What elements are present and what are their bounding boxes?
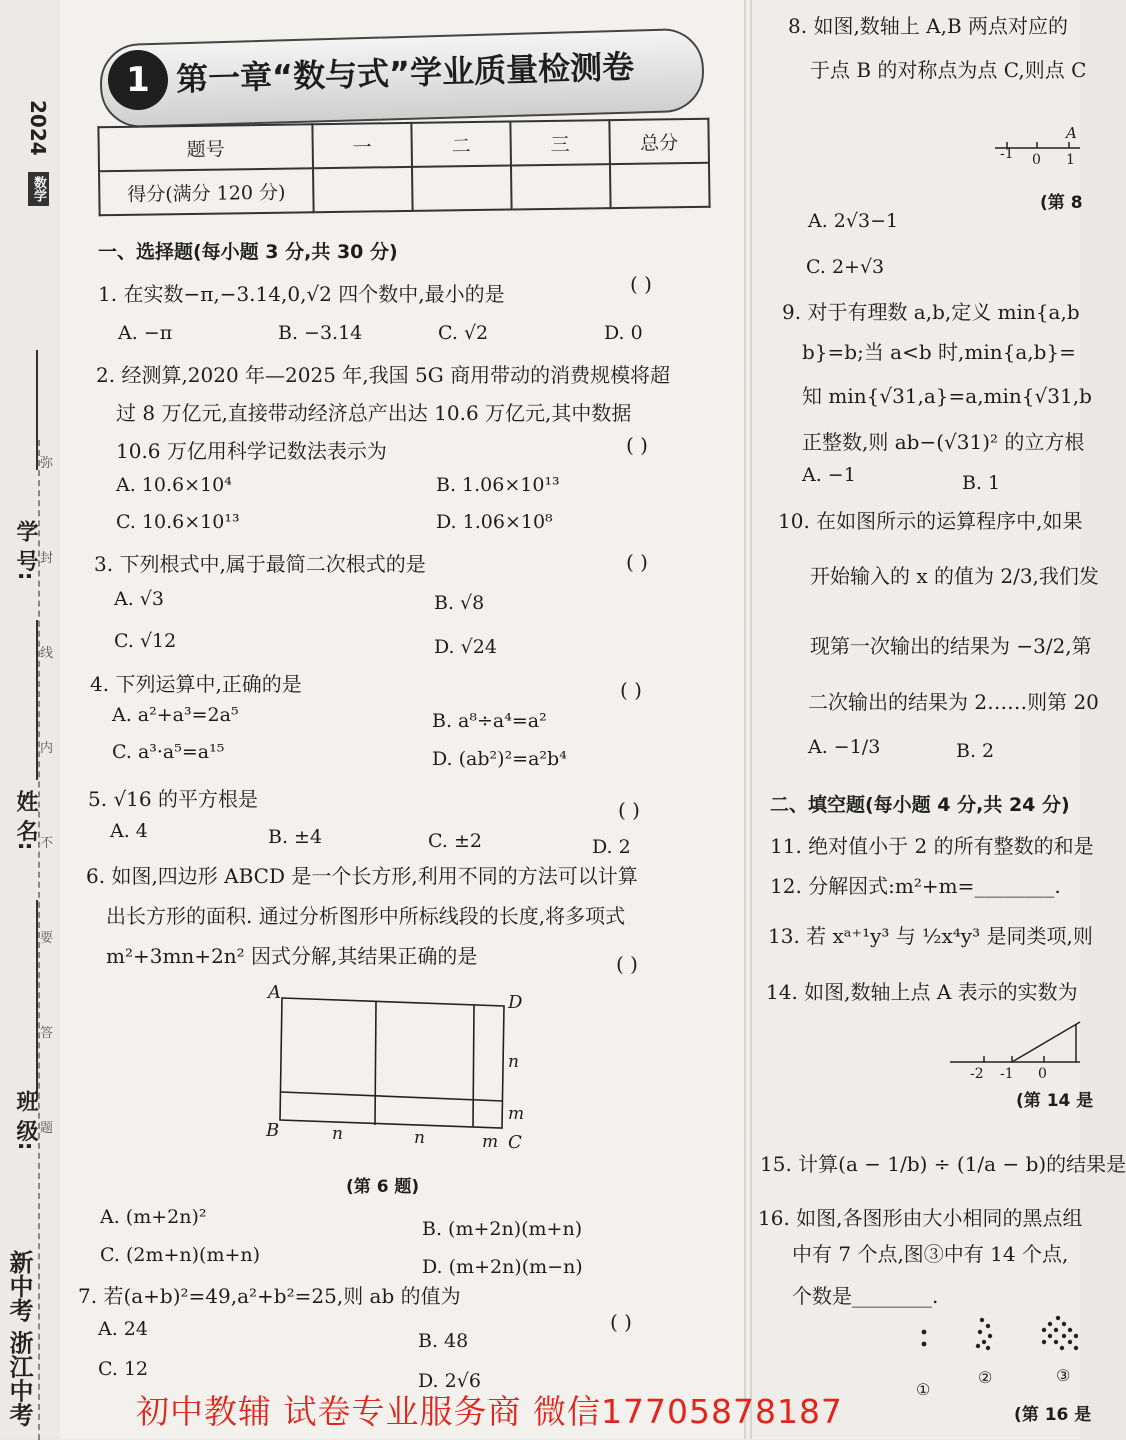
figure-caption: (第 6 题) [346,1177,420,1197]
label-c: C [508,1132,522,1153]
figure-caption: (第 8 [1040,193,1083,213]
seal-char: 要 [40,925,53,948]
answer-paren: ( ) [626,433,648,457]
question-9: 知 min{√31,a}=a,min{√31,b [802,384,1092,408]
axis-point: A [1066,124,1077,142]
question-8: 8. 如图,数轴上 A,B 两点对应的 [788,14,1069,38]
option: A. (m+2n)² [100,1206,207,1228]
score-cell: 得分(满分 120 分) [99,168,314,215]
option: A. √3 [114,588,164,610]
answer-paren: ( ) [630,272,652,296]
spine-year: 2024 [26,100,50,156]
seal-char: 封 [40,545,53,568]
axis-tick: -1 [1000,146,1014,162]
question-9: b}=b;当 a<b 时,min{a,b}= [802,340,1076,364]
option: B. a⁸÷a⁴=a² [432,710,547,732]
score-table [97,118,710,217]
page-title: 第一章“数与式”学业质量检测卷 [175,47,635,99]
axis-tick: 1 [1066,152,1075,168]
student-id-label: 学 号: [13,520,38,581]
option: C. √2 [438,322,489,344]
axis-tick: 0 [1038,1066,1047,1082]
option: C. 10.6×10¹³ [116,511,240,533]
question-10: 现第一次输出的结果为 −3/2,第 [810,634,1092,658]
option: D. (ab²)²=a²b⁴ [432,748,567,770]
option: C. 2+√3 [806,256,885,278]
answer-paren: ( ) [618,798,640,822]
score-cell: 二 [411,122,511,167]
option: D. 2 [592,836,631,858]
option: B. 1 [962,472,1001,494]
option: A. a²+a³=2a⁵ [112,704,239,726]
question-11: 11. 绝对值小于 2 的所有整数的和是 [770,834,1094,858]
option: D. 1.06×10⁸ [436,511,553,533]
question-2: 2. 经测算,2020 年—2025 年,我国 5G 商用带动的消费规模将超 [96,363,671,387]
section-heading: 一、选择题(每小题 3 分,共 30 分) [98,241,398,263]
option: A. 10.6×10⁴ [116,474,232,496]
option: B. (m+2n)(m+n) [422,1218,583,1240]
figure-caption: (第 16 是 [1014,1405,1092,1425]
question-6: 6. 如图,四边形 ABCD 是一个长方形,利用不同的方法可以计算 [86,864,638,888]
label-n: n [508,1052,519,1072]
option: D. √24 [434,636,497,658]
answer-paren: ( ) [626,550,648,574]
label-m: m [482,1132,499,1152]
option: C. 12 [98,1358,149,1380]
option: A. −π [118,322,173,344]
option: B. −3.14 [278,322,363,344]
question-8: 于点 B 的对称点为点 C,则点 C [810,58,1087,82]
option: C. √12 [114,630,177,652]
question-15: 15. 计算(a − 1/b) ÷ (1/a − b)的结果是 [760,1152,1126,1176]
question-2: 10.6 万亿用科学记数法表示为 [116,439,387,463]
label-a: A [268,982,281,1003]
seal-char: 不 [40,830,53,853]
question-3: 3. 下列根式中,属于最简二次根式的是 [94,552,426,576]
option: D. 2√6 [418,1370,481,1392]
option: B. 1.06×10¹³ [436,474,560,496]
question-13: 13. 若 xᵃ⁺¹y³ 与 ½x⁴y³ 是同类项,则 [768,924,1093,948]
figure-label: ① [916,1380,931,1399]
question-14: 14. 如图,数轴上点 A 表示的实数为 [766,980,1078,1004]
option: B. ±4 [268,826,323,848]
question-9: 9. 对于有理数 a,b,定义 min{a,b [782,300,1080,324]
figure-caption: (第 14 是 [1016,1091,1094,1111]
rectangle-figure [260,980,540,1150]
divider-line [375,1002,376,1125]
option: C. (2m+n)(m+n) [100,1244,261,1266]
question-16: 个数是________. [792,1284,939,1308]
score-cell [412,166,512,211]
question-16: 中有 7 个点,图③中有 14 个点, [792,1242,1069,1266]
option: D. 0 [604,322,643,344]
seal-char: 内 [40,735,53,758]
question-10: 二次输出的结果为 2……则第 20 [808,690,1099,714]
question-5: 5. √16 的平方根是 [88,787,258,811]
option: D. (m+2n)(m−n) [422,1256,583,1278]
score-cell [511,164,611,209]
score-cell: 三 [510,120,610,165]
seal-char: 线 [40,640,53,663]
label-m: m [508,1104,525,1124]
axis-tick: 0 [1032,152,1041,168]
score-cell: 一 [312,123,412,168]
score-cell [313,167,413,212]
question-10: 开始输入的 x 的值为 2/3,我们发 [810,564,1099,588]
question-4: 4. 下列运算中,正确的是 [90,672,302,696]
spine-subject: 数学 [28,172,49,206]
label-n: n [332,1124,343,1144]
option: C. a³·a⁵=a¹⁵ [112,741,225,763]
option: C. ±2 [428,830,482,852]
question-9: 正整数,则 ab−(√31)² 的立方根 [802,430,1085,454]
axis-tick: -2 [970,1066,984,1082]
option: A. 24 [98,1318,148,1340]
question-12: 12. 分解因式:m²+m=________. [770,874,1061,898]
figure-label: ② [978,1368,993,1387]
option: B. √8 [434,592,485,614]
seal-char: 弥 [40,450,53,473]
question-1: 1. 在实数−π,−3.14,0,√2 四个数中,最小的是 [98,282,505,306]
question-7: 7. 若(a+b)²=49,a²+b²=25,则 ab 的值为 [78,1284,461,1308]
score-cell: 题号 [98,124,313,171]
answer-paren: ( ) [620,678,642,702]
watermark-footer: 初中教辅 试卷专业服务商 微信17705878187 [136,1392,843,1431]
seal-char: 题 [40,1115,53,1138]
figure-label: ③ [1056,1366,1071,1385]
option: B. 48 [418,1330,469,1352]
book-spine [744,0,752,1439]
seal-char: 答 [40,1020,53,1043]
class-label: 班 级: [13,1090,38,1151]
answer-paren: ( ) [616,952,638,976]
option: A. −1 [802,464,856,486]
divider-line [281,1092,503,1101]
question-10: 10. 在如图所示的运算程序中,如果 [778,509,1083,533]
question-6: m²+3mn+2n² 因式分解,其结果正确的是 [106,944,478,968]
question-6: 出长方形的面积. 通过分析图形中所标线段的长度,将多项式 [106,904,626,928]
label-n: n [414,1128,425,1148]
spine-brand: 新中考 浙江中考 [5,1250,33,1427]
chapter-badge: 1 [108,50,168,110]
option: A. 4 [110,820,148,842]
score-cell [610,163,710,208]
divider-line [473,1005,474,1127]
axis-tick: -1 [1000,1066,1014,1082]
option: B. 2 [956,740,995,762]
name-label: 姓 名: [13,790,38,851]
question-2: 过 8 万亿元,直接带动经济总产出达 10.6 万亿元,其中数据 [116,401,632,425]
score-cell: 总分 [609,119,709,164]
dot-pattern-figure [910,1310,1080,1380]
binding-margin [0,0,60,1439]
label-b: B [266,1120,280,1141]
option: A. 2√3−1 [808,210,899,232]
answer-paren: ( ) [610,1310,632,1334]
section-heading: 二、填空题(每小题 4 分,共 24 分) [770,794,1070,816]
option: A. −1/3 [808,736,881,758]
rectangle-abcd [280,998,504,1128]
question-16: 16. 如图,各图形由大小相同的黑点组 [758,1206,1083,1230]
label-d: D [508,992,523,1013]
